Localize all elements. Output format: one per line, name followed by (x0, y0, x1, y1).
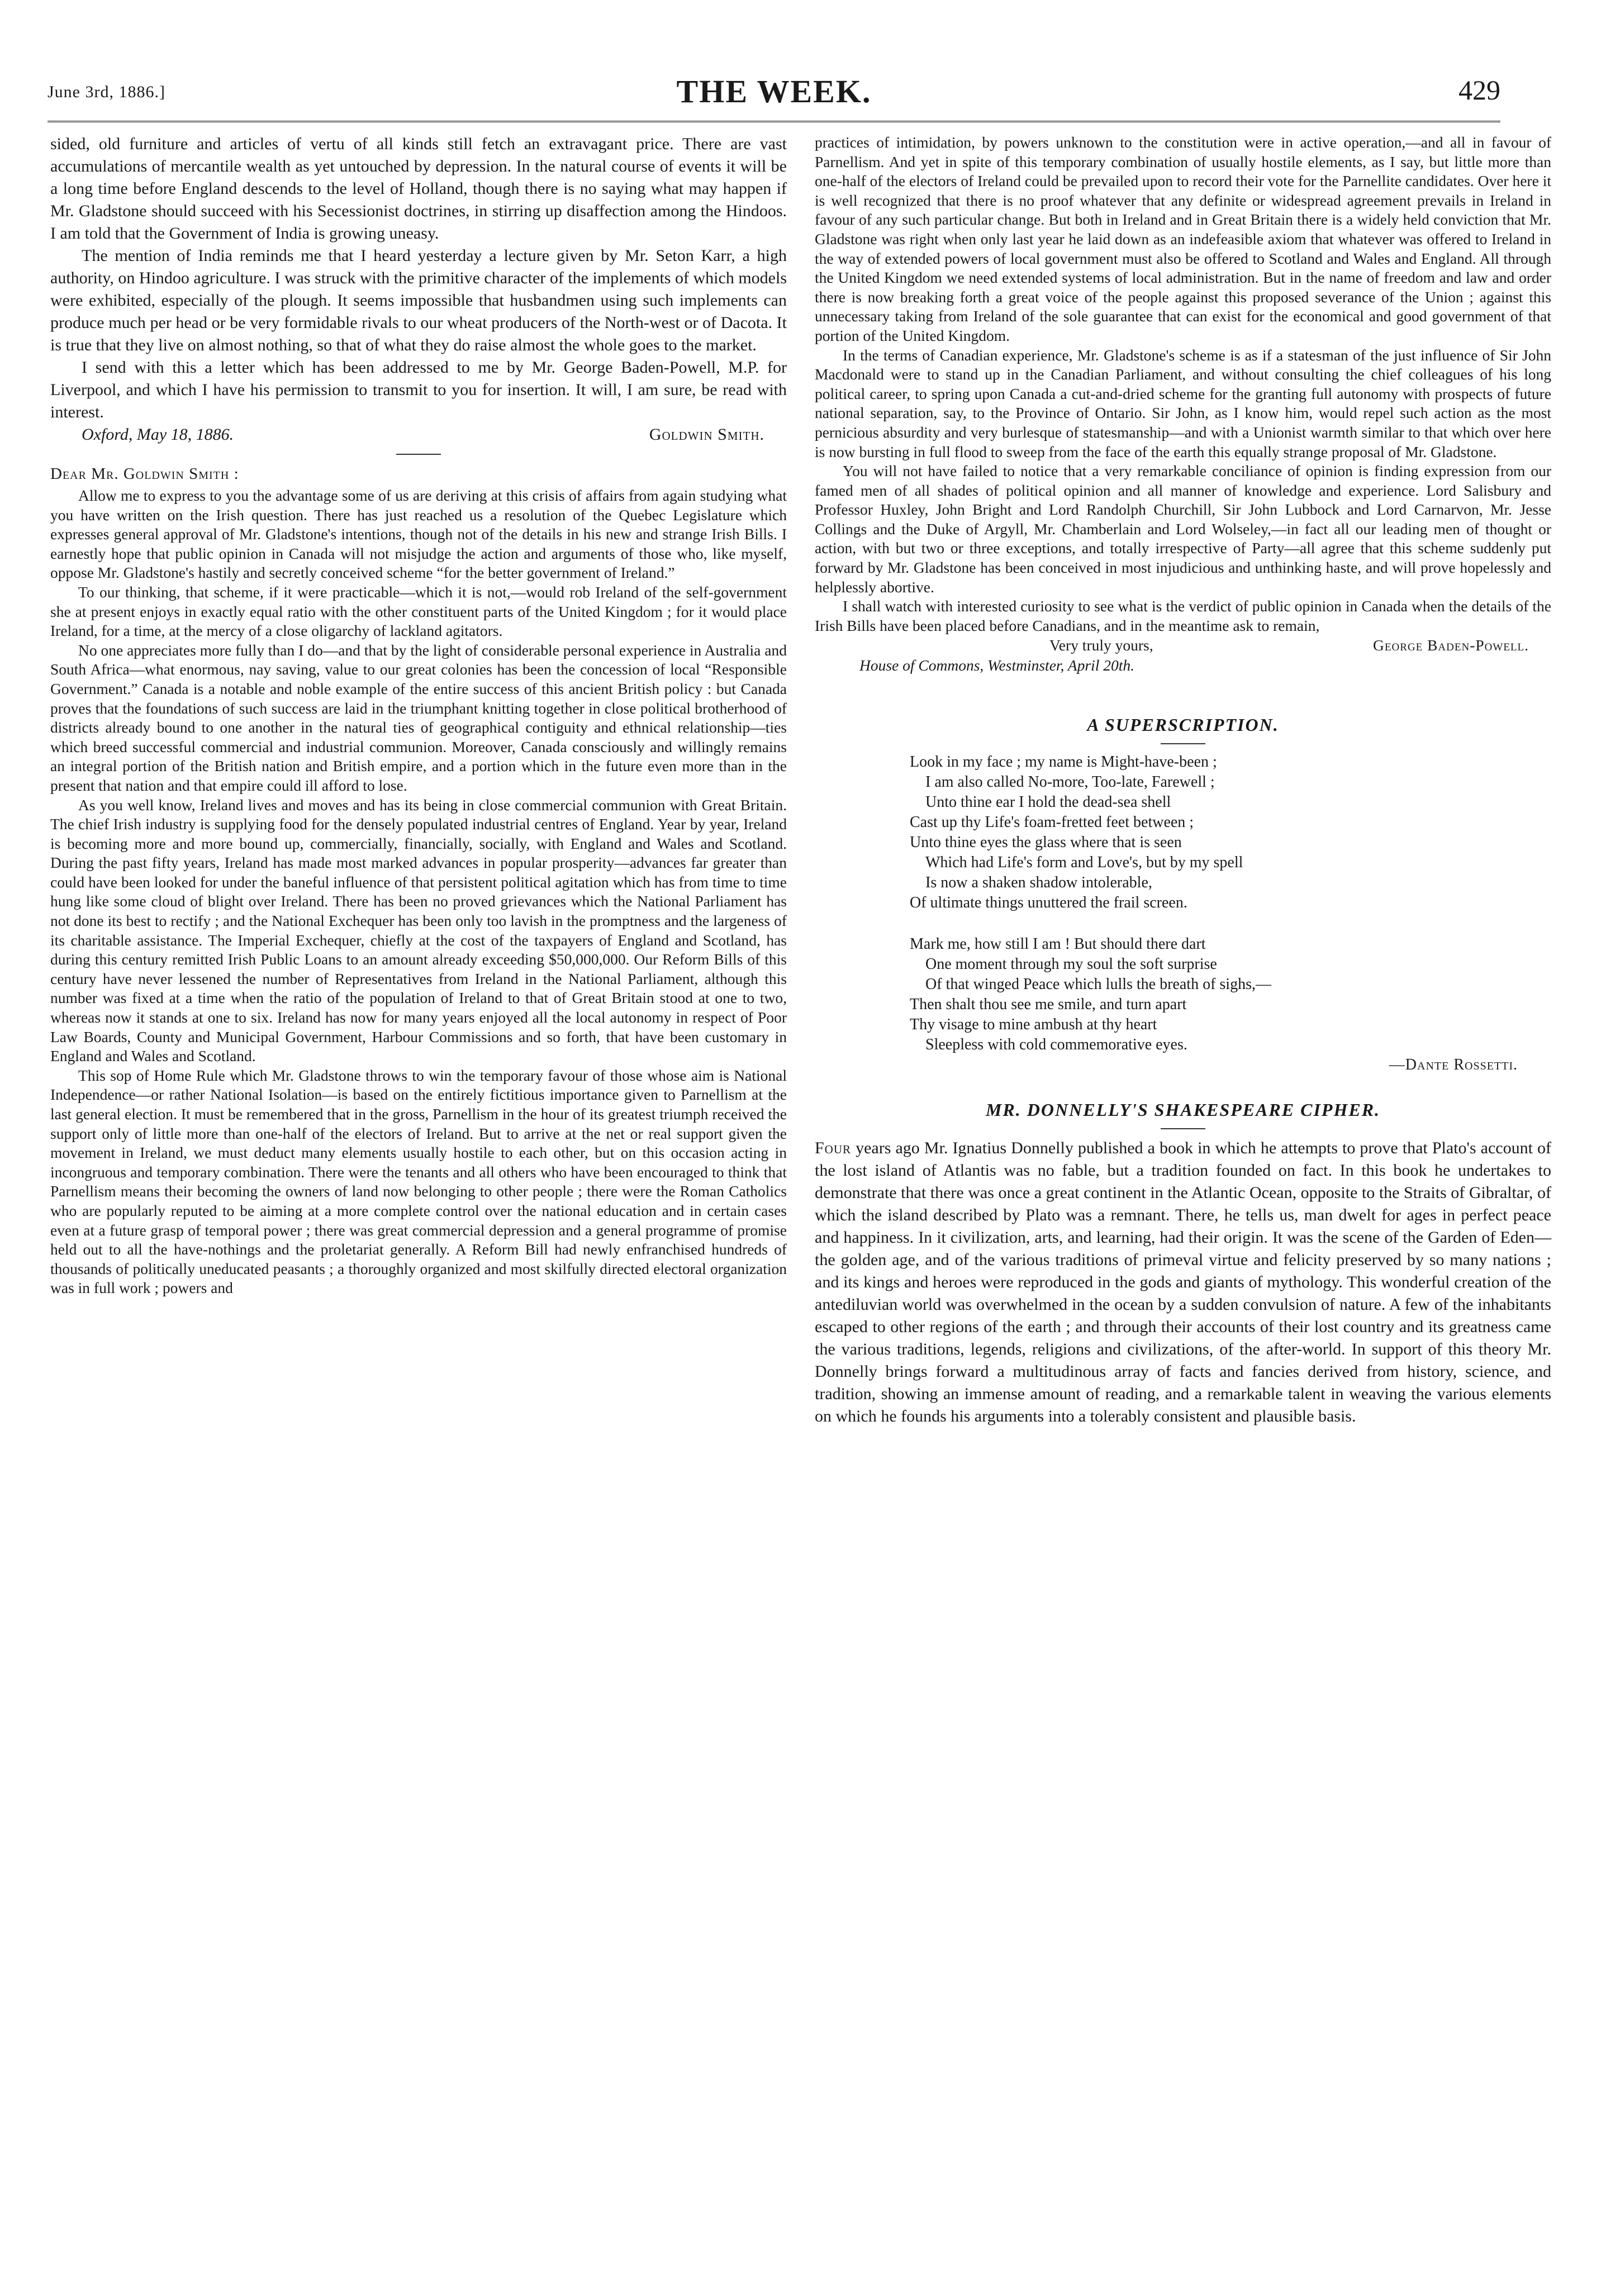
header-rule (47, 121, 1500, 122)
page-number: 429 (1459, 74, 1500, 106)
paragraph: As you well know, Ireland lives and moves and has its being in close commercial communion with Great Britain. The chief Irish industry is supplying food for the densely populated industrial centres of England. Year by year, Ireland is becoming more and more bound up, commercially, financially, socially, with England and Wales and Scotland. During the past fifty years, Ireland has made most marked advances in popular prosperity—advances far greater than could have been looked for under the baneful influence of that persistent political agitation which has from time to time hung like some cloud of blight over Ireland. There has been no proved grievances which the National Parliament has not done its best to rectify ; and the National Exchequer has been only too lavish in the promptness and the largeness of its charitable assistance. The Imperial Exchequer, chiefly at the cost of the taxpayers of England and Scotland, has during this century remitted Irish Public Loans to an amount already exceeding $50,000,000. Our Reform Bills of this century have never lessened the number of Representatives from Ireland in the National Parliament, although this number was fixed at a time when the ratio of the population of Ireland to that of Great Britain stood at one to two, whereas now it stands at one to six. Ireland has now for many years enjoyed all the local autonomy in respect of Poor Law Boards, County and Municipal Government, Harbour Commissions and so forth, that have been customary in England and Wales and Scotland. (50, 796, 787, 1065)
section-divider (1161, 1128, 1205, 1129)
letter-salutation: Dear Mr. Goldwin Smith : (50, 465, 239, 483)
paragraph: sided, old furniture and articles of vertu of all kinds still fetch an extravagant price. There are vast accumulations of mercantile wealth as yet untouched by depression. In the natural course of events it will be a long time before England descends to the level of Holland, though there is no saying what may happen if Mr. Gladstone should succeed with his Secessionist doctrines, in stirring up disaffection among the Hindoos. I am told that the Government of India is growing uneasy. (50, 135, 787, 243)
paragraph: You will not have failed to notice that a very remarkable conciliance of opinion is finding expression from our famed men of all shades of political opinion and all manner of knowledge and experience. Lord Salisbury and Professor Huxley, John Bright and Lord Randolph Churchill, Sir John Lubbock and Lord Carnarvon, Mr. Jesse Collings and the Duke of Argyll, Mr. Chamberlain and Lord Wolseley,—in fact all our leading men of thought or action, with but two or three exceptions, and totally irrespective of Party—all agree that this scheme suddenly put forward by Mr. Gladstone has been conceived in most injudicious and unthinking haste, and will prove hopelessly and helplessly abortive. (815, 462, 1551, 596)
paragraph: practices of intimidation, by powers unknown to the constitution were in active operation,—and all in favour of Parnellism. And yet in spite of this temporary combination of usually hostile elements, as I say, but little more than one-half of the electors of Ireland could be prevailed upon to record their vote for the Parnellite candidates. Over here it is well recognized that there is no proof whatever that any definite or widespread agreement prevails in Ireland in favour of any such particular change. But both in Ireland and in Great Britain there is a widely held conviction that Mr. Gladstone was right when only last year he laid down as an indefeasible axiom that whatever was offered to Ireland in the way of extended powers of local government must also be offered to Scotland and Wales and England. All through the United Kingdom we need extended systems of local administration. But in the name of freedom and law and order there is now breaking forth a great voice of the people against this proposed severance of the Union ; against this unnecessary taking from Ireland of the sole guarantee that can exist for the economical and good government of that portion of the United Kingdom. (815, 134, 1551, 344)
article-paragraph (815, 1137, 1551, 1428)
letter-closing (815, 635, 1551, 655)
poem-title: A SUPERSCRIPTION. (1087, 715, 1279, 735)
poem (910, 752, 1551, 1055)
poem-line: One moment through my soul the soft surprise (925, 956, 1217, 973)
article-body: years ago Mr. Ignatius Donnelly published a book in which he attempts to prove that Plato's account of the lost island of Atlantis was no fable, but a tradition founded on fact. In this book he undertakes to demonstrate that there was once a great continent in the Atlantic Ocean, opposite to the Straits of Gibraltar, of which the island described by Plato was a remnant. There, he tells us, man dwelt for ages in perfect peace and happiness. In it civilization, arts, and learning, had their origin. It was the scene of the Garden of Eden—the golden age, and of the various traditions of primeval virtue and felicity preserved by so many nations ; and its kings and heroes were reproduced in the gods and giants of mythology. This wonderful creation of the antediluvian world was overwhelmed in the ocean by a sudden convulsion of nature. A few of the inhabitants escaped to other regions of the earth ; and through their accounts of their lost country and its greatness came the various traditions, legends, religions and civilizations, of the after-world. In support of this theory Mr. Donnelly brings forward a multitudinous array of facts and fancies derived from history, science, and tradition, showing an immense amount of reading, and a remarkable talent in weaving the various elements on which he founds his arguments into a tolerably consistent and plausible basis. (815, 1139, 1551, 1426)
poem-line: Then shalt thou see me smile, and turn apart (910, 996, 1187, 1014)
article-lead-word: Four (815, 1139, 852, 1158)
signature-place: Oxford, May 18, 1886. (82, 425, 234, 444)
poem-line: Which had Life's form and Love's, but by my spell (925, 854, 1243, 872)
closing-name: George Baden-Powell. (1373, 636, 1529, 654)
paragraph: In the terms of Canadian experience, Mr. Gladstone's scheme is as if a statesman of the just influence of Sir John Macdonald were to stand up in the Canadian Parliament, and without consulting the chief colleagues of his long political career, to spring upon Canada a cut-and-dried scheme for the granting full autonomy with prospects of future national separation, say, to the Province of Ontario. Sir John, as I know him, would repel such action as the most pernicious absurdity and very burlesque of statesmanship—and with a Unionist warmth similar to that which over here is now bursting in full flood to sweep from the face of the earth this equally strange proposal of Mr. Gladstone. (815, 346, 1551, 460)
paragraph: The mention of India reminds me that I heard yesterday a lecture given by Mr. Seton Karr, a high authority, on Hindoo agriculture. I was struck with the primitive character of the implements of which models were exhibited, especially of the plough. It seems impossible that husbandmen using such implements can produce much per head or be very formidable rivals to our wheat producers of the North-west or of Dacota. It is true that they live on almost nothing, so that of what they do raise almost the whole goes to the market. (50, 246, 787, 354)
poem-author: —Dante Rossetti. (1389, 1056, 1518, 1074)
publication-title: THE WEEK. (676, 73, 872, 110)
signature-author: Goldwin Smith. (649, 425, 764, 444)
poem-line: Unto thine ear I hold the dead-sea shell (925, 793, 1171, 811)
left-column (50, 133, 787, 1298)
paragraph: This sop of Home Rule which Mr. Gladstone throws to win the temporary favour of those whose aim is National Independence—or rather National Isolation—is based on the entirely fictitious importance given to Parnellism at the last general election. It must be remembered that in the gross, Parnellism in the hour of its greatest triumph received the support only of little more than one-half of the electors of Ireland. But to arrive at the net or real support given the movement in Ireland, we must deduct many elements usually hostile to each other, but on this occasion acting in incongruous and temporary combination. There were the tenants and all others who have been encouraged to think that Parnellism means their becoming the owners of land now belonging to other people ; there were the Roman Catholics who are popularly reputed to be aiming at a more complete control over the national education and in certain cases even at a future grasp of temporal power ; there was great commercial depression and a general programme of promise held out to all the have-nothings and the proletariat generally. A Reform Bill had newly enfranchised hundreds of thousands of politically uneducated peasants ; a thoroughly organized and most skilfully directed electoral organization was in full work ; powers and (50, 1066, 787, 1297)
poem-line: Of ultimate things unuttered the frail screen. (910, 894, 1187, 912)
paragraph: No one appreciates more fully than I do—and that by the light of considerable personal experience in Australia and South Africa—what enormous, nay saving, value to our great colonies has been the concession of local “Responsible Government.” Canada is a notable and noble example of the entire success of this ancient British policy : but Canada proves that the foundations of such success are laid in the triumphant knitting together in close political brotherhood of districts already bound to one another in the natural ties of geographical contiguity and ethnical relationship—ties which breed successful commercial and industrial communion. Moreover, Canada consciously and willingly remains an integral portion of the British nation and British empire, and a portion which in the future even more than in the present that nation and that empire could ill afford to lose. (50, 641, 787, 794)
poem-line: Cast up thy Life's foam-fretted feet between ; (910, 814, 1194, 831)
paragraph: I send with this a letter which has been addressed to me by Mr. George Baden-Powell, M.P. for Liverpool, and which I have his permission to transmit to you for insertion. It will, I am sure, be read with interest. (50, 358, 787, 421)
paragraph: Allow me to express to you the advantage some of us are deriving at this crisis of affairs from again studying what you have written on the Irish question. There has just reached us a resolution of the Quebec Legislature which expresses general approval of Mr. Gladstone's intentions, though not of the details in his new and strange Irish Bills. I earnestly hope that public opinion in Canada will not misjudge the action and arguments of those who, like myself, oppose Mr. Gladstone's hastily and secretly conceived scheme “for the better government of Ireland.” (50, 487, 787, 582)
closing-place: House of Commons, Westminster, April 20th. (859, 657, 1134, 674)
closing-phrase: Very truly yours, (1049, 636, 1153, 654)
paragraph: I shall watch with interested curiosity to see what is the verdict of public opinion in Canada when the details of the Irish Bills have been placed before Canadians, and in the meantime ask to remain, (815, 597, 1551, 634)
poem-line: Of that winged Peace which lulls the breath of sighs,— (925, 976, 1271, 993)
poem-line: Is now a shaken shadow intolerable, (925, 874, 1152, 892)
section-divider (396, 454, 441, 455)
poem-line: Look in my face ; my name is Might-have-been ; (910, 753, 1217, 771)
paragraph: To our thinking, that scheme, if it were practicable—which it is not,—would rob Ireland of the self-government she at present enjoys in exactly equal ratio with the other constituent parts of the United Kingdom ; for it would place Ireland, for a time, at the mercy of a close oligarchy of lackland agitators. (50, 583, 787, 640)
poem-line: I am also called No-more, Too-late, Farewell ; (925, 773, 1215, 791)
letter-signature (50, 424, 787, 446)
poem-line: Mark me, how still I am ! But should there dart (910, 935, 1206, 953)
poem-line: Sleepless with cold commemorative eyes. (925, 1036, 1187, 1054)
page-header (47, 73, 1500, 117)
article-title: MR. DONNELLY'S SHAKESPEARE CIPHER. (985, 1100, 1381, 1120)
right-column (815, 133, 1551, 1428)
poem-line: Thy visage to mine ambush at thy heart (910, 1016, 1157, 1034)
poem-line: Unto thine eyes the glass where that is seen (910, 834, 1182, 852)
issue-date: June 3rd, 1886.] (47, 83, 165, 101)
section-divider (1161, 743, 1205, 744)
